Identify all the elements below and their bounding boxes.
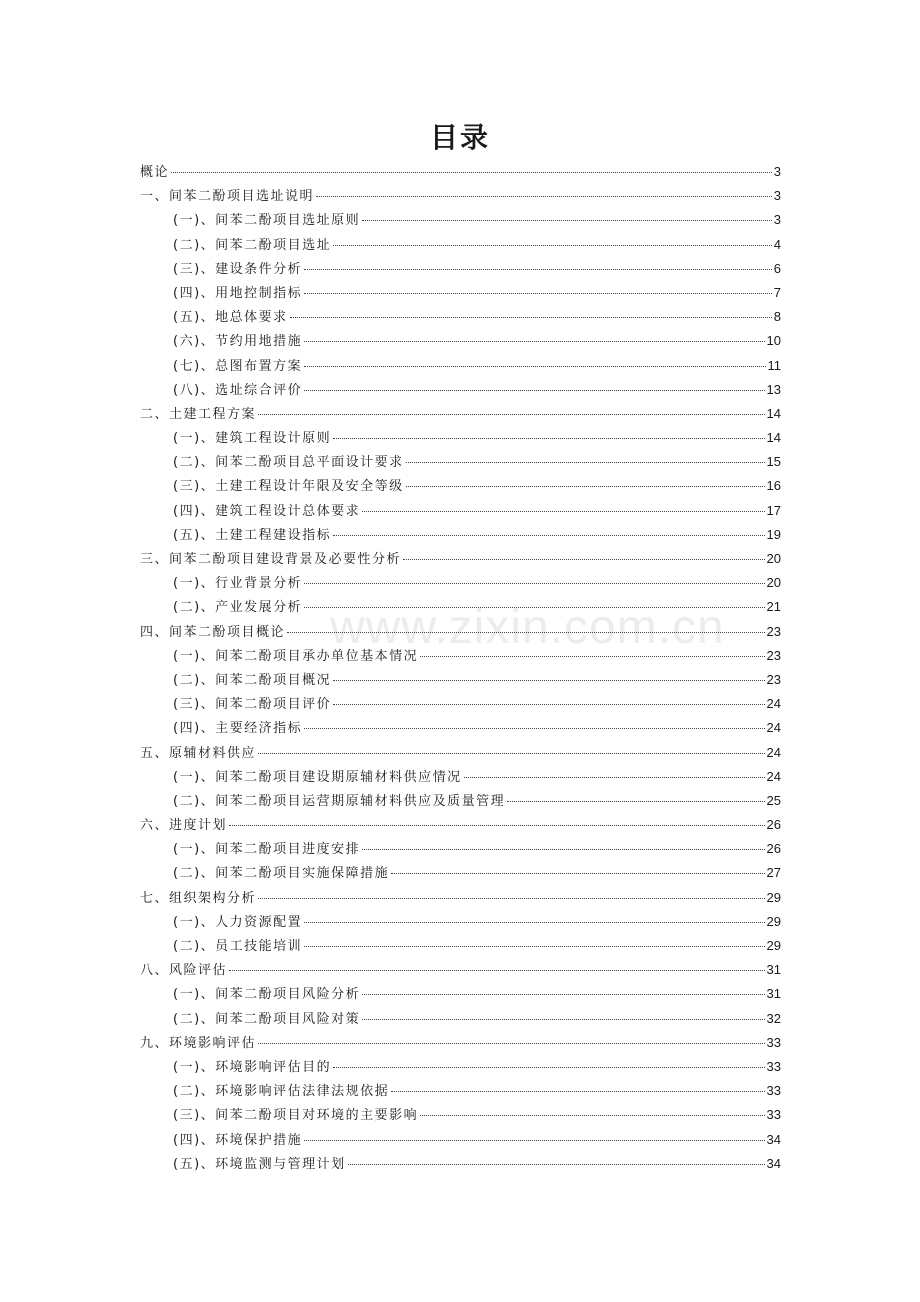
toc-entry-label: (四)、环境保护措施 [173,1132,303,1148]
toc-entry-label: (五)、环境监测与管理计划 [173,1156,346,1172]
toc-page-number: 6 [773,260,781,276]
dot-leader [304,606,764,608]
dot-leader [333,437,764,439]
toc-page-number: 20 [766,551,781,566]
toc-subentry[interactable] [140,934,781,958]
dot-leader [229,969,765,971]
toc-subentry[interactable] [140,499,781,523]
toc-subentry[interactable] [140,354,781,378]
toc-entry[interactable] [140,886,781,910]
dot-leader [362,510,764,512]
toc-entry-label: 三、间苯二酚项目建设背景及必要性分析 [140,552,402,567]
dot-leader [304,292,772,294]
toc-page-number: 20 [766,575,781,591]
dot-leader [316,195,772,197]
table-of-contents [140,160,781,1176]
toc-entry-label: (二)、间苯二酚项目运营期原辅材料供应及质量管理 [173,793,506,809]
toc-page-number: 31 [766,986,781,1002]
toc-entry-label: 八、风险评估 [140,963,228,979]
toc-entry[interactable] [140,547,781,571]
dot-leader [304,945,764,947]
toc-entry[interactable] [140,160,781,184]
dot-leader [420,1114,764,1116]
toc-page-number: 11 [767,357,781,373]
toc-page-number: 33 [766,1107,781,1123]
toc-entry-label: (二)、间苯二酚项目风险对策 [173,1011,361,1027]
dot-leader [304,1139,764,1141]
toc-page-number: 14 [766,430,781,446]
toc-page-number: 24 [766,696,781,712]
toc-subentry[interactable] [140,329,781,353]
dot-leader [464,776,765,778]
toc-page-number: 24 [766,720,781,736]
toc-page-number: 23 [766,671,781,687]
toc-page-number: 24 [766,744,781,760]
toc-page-number: 33 [766,1034,781,1050]
dot-leader [333,534,764,536]
toc-subentry[interactable] [140,644,781,668]
toc-entry-label: (一)、间苯二酚项目建设期原辅材料供应情况 [173,769,462,785]
dot-leader [391,1090,764,1092]
toc-page-number: 34 [766,1131,781,1147]
dot-leader [362,848,764,850]
dot-leader [362,1018,764,1020]
dot-leader [258,1042,765,1044]
dot-leader [362,219,772,221]
toc-page-number: 15 [766,454,781,470]
toc-entry-label: (一)、建筑工程设计原则 [173,431,332,447]
toc-page-number: 17 [766,502,781,518]
toc-entry-label: (一)、人力资源配置 [173,914,303,930]
dot-leader [403,558,765,560]
dot-leader [258,413,765,415]
dot-leader [290,316,772,318]
toc-entry-label: (一)、间苯二酚项目进度安排 [173,842,361,858]
toc-subentry[interactable] [140,474,781,498]
toc-subentry[interactable] [140,1103,781,1127]
toc-subentry[interactable] [140,305,781,329]
toc-page-number: 29 [766,938,781,953]
toc-subentry[interactable] [140,281,781,305]
toc-subentry[interactable] [140,861,781,885]
toc-page-number: 33 [766,1058,781,1074]
toc-subentry[interactable] [140,789,781,813]
dot-leader [258,897,765,899]
toc-entry-label: 概论 [140,165,170,180]
toc-subentry[interactable] [140,257,781,281]
dot-leader [406,485,765,487]
toc-entry-label: (二)、环境影响评估法律法规依据 [173,1084,390,1100]
toc-entry-label: (四)、主要经济指标 [173,721,303,737]
toc-entry-label: (三)、间苯二酚项目对环境的主要影响 [173,1108,419,1124]
page-title: 目录 [429,121,490,154]
toc-entry-label: 九、环境影响评估 [140,1035,257,1051]
toc-page-number: 3 [773,188,781,204]
toc-entry-label: 七、组织架构分析 [140,890,257,906]
toc-page-number: 21 [766,599,781,615]
toc-page-number: 23 [766,623,781,639]
toc-entry[interactable] [140,402,781,426]
toc-page-number: 32 [766,1010,781,1026]
toc-page-number: 3 [773,212,781,228]
toc-entry-label: 四、间苯二酚项目概论 [140,624,286,640]
toc-page-number: 25 [766,792,781,808]
dot-leader [420,655,764,657]
dot-leader [333,244,772,246]
toc-entry-label: (一)、行业背景分析 [173,576,303,592]
dot-leader [333,1066,764,1068]
toc-subentry[interactable] [140,837,781,861]
dot-leader [507,800,764,802]
dot-leader [333,679,764,681]
toc-page-number: 24 [766,768,781,784]
dot-leader [304,582,764,584]
toc-page-number: 23 [766,647,781,663]
toc-entry[interactable] [140,813,781,837]
toc-entry-label: (一)、间苯二酚项目承办单位基本情况 [173,648,419,664]
toc-page-number: 34 [766,1155,781,1171]
toc-subentry[interactable] [140,1007,781,1031]
toc-page-number: 26 [766,841,781,857]
toc-entry-label: (五)、土建工程建设指标 [173,527,332,543]
dot-leader [229,824,765,826]
toc-entry-label: 五、原辅材料供应 [140,745,257,761]
toc-entry-label: (八)、选址综合评价 [173,382,303,398]
toc-subentry[interactable] [140,765,781,789]
dot-leader [171,171,772,173]
toc-entry-label: (一)、间苯二酚项目风险分析 [173,987,361,1003]
dot-leader [348,1163,765,1165]
toc-entry[interactable] [140,1031,781,1055]
toc-subentry[interactable] [140,910,781,934]
toc-subentry[interactable] [140,595,781,619]
toc-page-number: 4 [773,236,781,252]
toc-subentry[interactable] [140,982,781,1006]
toc-entry[interactable] [140,620,781,644]
toc-entry-label: (二)、间苯二酚项目实施保障措施 [173,866,390,882]
toc-entry-label: (二)、间苯二酚项目选址 [173,237,332,253]
toc-page-number: 8 [773,309,781,325]
dot-leader [258,752,765,754]
dot-leader [304,389,764,391]
toc-page-number: 29 [766,913,781,929]
dot-leader [406,461,765,463]
toc-subentry[interactable] [140,378,781,402]
dot-leader [391,872,764,874]
toc-page-number: 14 [766,405,781,421]
dot-leader [362,993,764,995]
dot-leader [304,921,764,923]
toc-entry-label: (二)、员工技能培训 [173,939,303,954]
toc-page-number: 33 [766,1083,781,1099]
toc-subentry[interactable] [140,668,781,692]
toc-page-number: 13 [766,381,781,397]
toc-page-number: 31 [766,962,781,978]
toc-subentry[interactable] [140,1079,781,1103]
toc-entry-label: 六、进度计划 [140,818,228,834]
dot-leader [304,365,765,367]
toc-subentry[interactable] [140,692,781,716]
toc-entry-label: (二)、产业发展分析 [173,600,303,616]
toc-subentry[interactable] [140,233,781,257]
toc-entry-label: (五)、地总体要求 [173,310,288,326]
toc-page-number: 27 [766,865,781,881]
toc-subentry[interactable] [140,1055,781,1079]
toc-page-number: 16 [766,478,781,494]
toc-subentry[interactable] [140,523,781,547]
dot-leader [304,727,764,729]
dot-leader [287,631,765,633]
toc-page-number: 10 [766,333,781,349]
watermark: www.zixin.com.cn [330,601,725,654]
toc-entry-label: (四)、建筑工程设计总体要求 [173,503,361,519]
toc-entry-label: (三)、间苯二酚项目评价 [173,697,332,713]
dot-leader [333,703,764,705]
toc-entry[interactable] [140,741,781,765]
toc-entry-label: 一、间苯二酚项目选址说明 [140,189,315,205]
toc-entry-label: (三)、土建工程设计年限及安全等级 [173,479,404,495]
toc-entry-label: (四)、用地控制指标 [173,285,303,301]
toc-subentry[interactable] [140,426,781,450]
toc-entry[interactable] [140,958,781,982]
toc-entry-label: (二)、间苯二酚项目概况 [173,672,332,688]
toc-subentry[interactable] [140,1128,781,1152]
toc-page-number: 3 [773,164,781,179]
toc-entry-label: (三)、建设条件分析 [173,261,303,277]
toc-page-number: 19 [766,526,781,542]
dot-leader [304,268,772,270]
toc-subentry[interactable] [140,716,781,740]
toc-subentry[interactable] [140,208,781,232]
toc-entry-label: (一)、间苯二酚项目选址原则 [173,213,361,229]
toc-entry-label: (六)、节约用地措施 [173,334,303,350]
toc-page-number: 26 [766,817,781,833]
toc-entry[interactable] [140,184,781,208]
toc-page-number: 29 [766,889,781,905]
toc-subentry[interactable] [140,1152,781,1176]
toc-entry-label: (七)、总图布置方案 [173,358,303,374]
toc-entry-label: 二、土建工程方案 [140,406,257,422]
toc-entry-label: (一)、环境影响评估目的 [173,1059,332,1075]
toc-subentry[interactable] [140,571,781,595]
toc-subentry[interactable] [140,450,781,474]
toc-entry-label: (二)、间苯二酚项目总平面设计要求 [173,455,404,471]
dot-leader [304,340,764,342]
toc-page-number: 7 [773,284,781,300]
